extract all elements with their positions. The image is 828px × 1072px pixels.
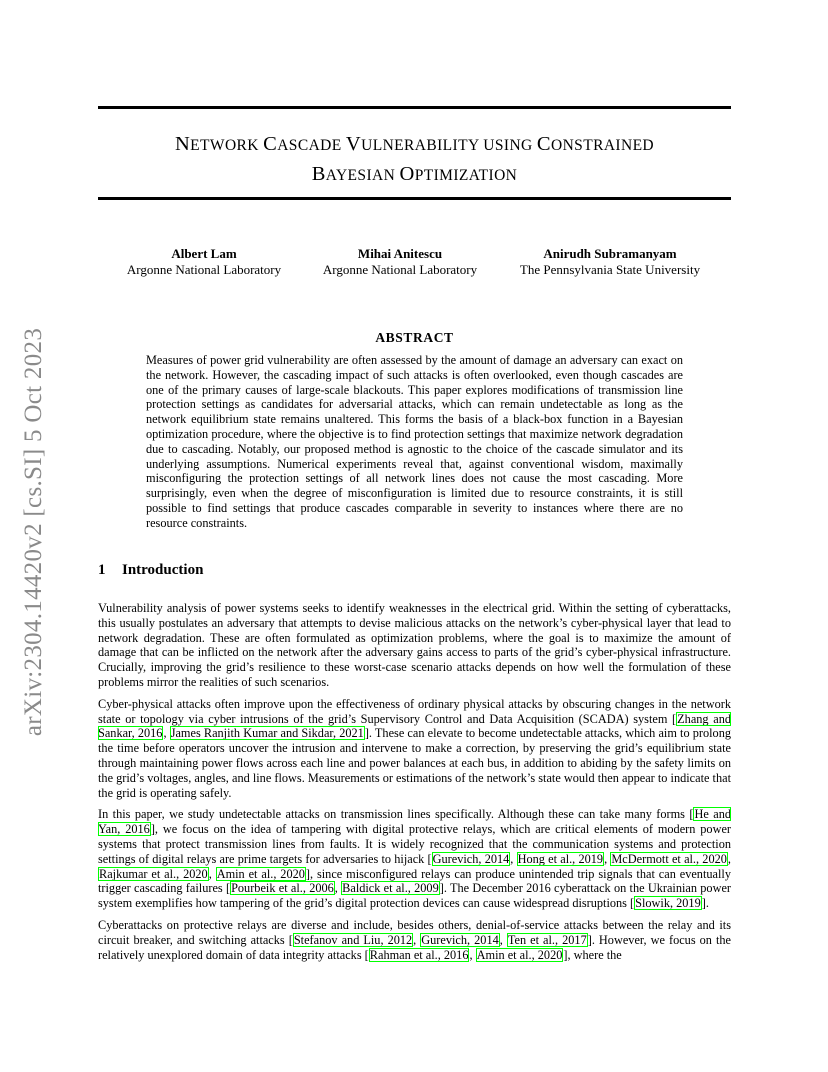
paragraph	[98, 807, 731, 911]
paper-title	[98, 130, 731, 190]
citation-link[interactable]: Gurevich, 2014	[421, 932, 499, 947]
author	[320, 246, 480, 278]
citation-link[interactable]: Slowik, 2019	[635, 896, 701, 911]
section-heading	[98, 562, 203, 579]
paragraph-text: ,	[604, 851, 611, 866]
paragraph-text: ].	[701, 896, 709, 911]
citation-link[interactable]: Baldick et al., 2009	[342, 881, 439, 896]
title-segment: O	[399, 163, 415, 185]
paragraph-text: ,	[208, 866, 216, 881]
paragraph-text: In this paper, we study undetectable attacks on transmission lines specifically. Although these can take many forms [	[98, 807, 694, 822]
title-line-2	[312, 163, 518, 185]
title-segment: AYESIAN	[325, 167, 400, 184]
citation-link[interactable]: Amin et al., 2020	[476, 947, 563, 962]
title-segment: V	[345, 133, 362, 155]
author-list	[98, 246, 731, 286]
introduction-body	[98, 601, 731, 969]
citation-link[interactable]: Hong et al., 2019	[517, 851, 604, 866]
title-segment: C	[536, 133, 551, 155]
title-segment: C	[263, 133, 278, 155]
citation-link[interactable]: McDermott et al., 2020	[611, 851, 727, 866]
author	[510, 246, 710, 278]
title-segment: PTIMIZATION	[414, 167, 518, 184]
author	[124, 246, 284, 278]
citation-link[interactable]: Rajkumar et al., 2020	[99, 866, 208, 881]
paragraph-text: ,	[334, 881, 342, 896]
paragraph-text: Cyber-physical attacks often improve upon the effectiveness of ordinary physical attacks by obscuring changes in the network state or topology via cyber intrusions of the grid’s Supervisory Control and Data Acquisition (SCADA) system [	[98, 696, 731, 726]
paragraph	[98, 697, 731, 801]
author-affiliation: Argonne National Laboratory	[126, 262, 282, 277]
title-bottom-rule	[98, 197, 731, 200]
author-affiliation: Argonne National Laboratory	[322, 262, 478, 277]
citation-link[interactable]: Ten et al., 2017	[507, 932, 587, 947]
title-segment: B	[311, 163, 326, 185]
author-name: Albert Lam	[171, 246, 237, 261]
paragraph-text: Vulnerability analysis of power systems seeks to identify weaknesses in the electrical grid. Within the setting of cyberattacks, this usually postulates an adversary that attempts to devise malicious attacks on the network’s cyber-physical layer that lead to network degradation. These are often formulated as optimization problems, where the goal is to maximize the amount of damage that can be inflicted on the network after the adversary gains access to parts of the grid’s cyber-physical infrastructure. Crucially, improving the grid’s resilience to these worst-case scenario attacks depends on how well the formulation of these problems mirror the realities of such scenarios.	[98, 601, 731, 689]
citation-link[interactable]: Stefanov and Liu, 2012	[293, 932, 413, 947]
author-name: Anirudh Subramanyam	[543, 246, 677, 261]
paragraph-text: ], since misconfigured relays can produce unintended trip signals that can eventually trigger cascading failures [	[98, 866, 731, 896]
arxiv-identifier-text: arXiv:2304.14420v2 [cs.SI] 5 Oct 2023	[20, 327, 47, 737]
paragraph-text: ,	[469, 947, 476, 962]
citation-link[interactable]: Gurevich, 2014	[432, 851, 510, 866]
citation-link[interactable]: Zhang and Sankar, 2016	[98, 711, 731, 741]
title-segment: ASCADE	[277, 137, 346, 154]
arxiv-identifier-stamp	[20, 308, 48, 756]
citation-link[interactable]: Amin et al., 2020	[216, 866, 305, 881]
title-line-1	[175, 133, 654, 155]
title-segment: N	[174, 133, 191, 155]
citation-link[interactable]: James Ranjith Kumar and Sikdar, 2021	[170, 726, 364, 741]
title-segment: ONSTRAINED	[551, 137, 655, 154]
section-number: 1	[98, 562, 106, 578]
paragraph-text: ,	[510, 851, 517, 866]
section-title: Introduction	[122, 562, 204, 578]
title-segment: ETWORK	[190, 137, 264, 154]
author-affiliation: The Pennsylvania State University	[519, 262, 701, 277]
title-segment: ULNERABILITY USING	[361, 137, 537, 154]
paragraph-text: ], we focus on the idea of tampering with digital protective relays, which are critical elements of modern power systems that protect transmission lines from faults. It is widely recognized that the communication systems and protection settings of digital relays are prime targets for adversaries to hijack [	[98, 822, 732, 866]
abstract-heading: ABSTRACT	[375, 330, 454, 345]
paragraph-text: ,	[499, 932, 507, 947]
abstract-text: Measures of power grid vulnerability are often assessed by the amount of damage an adversary can exact on the network. However, the cascading impact of such attacks is often overlooked, even though cascades are one of the primary causes of large-scale blackouts. This paper explores modifications of transmission line protection settings as candidates for adversarial attacks, which can remain undetectable as long as the network equilibrium state remains unaltered. This forms the basis of a black-box function in a Bayesian optimization procedure, where the objective is to find protection settings that maximize network degradation due to cascading. Notably, our proposed method is agnostic to the choice of the cascade simulator and its underlying assumptions. Numerical experiments reveal that, against conventional wisdom, maximally misconfiguring the protection settings of all network lines does not cause the most cascading. More surprisingly, even when the degree of misconfiguration is limited due to resource constraints, it is still possible to find settings that produce cascades comparable in severity to instances where there are no resource constraints.	[146, 353, 683, 530]
title-top-rule	[98, 106, 731, 109]
paragraph-text: ]. However, we focus on the relatively unexplored domain of data integrity attacks [	[98, 932, 732, 962]
paragraph-text: ,	[163, 726, 170, 741]
paragraph-text: ], where the	[563, 947, 622, 962]
paragraph-text: ]. The December 2016 cyberattack on the Ukrainian power system exemplifies how tampering of the grid’s digital protection devices can cause widespread disruptions [	[98, 881, 732, 911]
citation-link[interactable]: Rahman et al., 2016	[369, 947, 469, 962]
paragraph	[98, 601, 731, 690]
citation-link[interactable]: He and Yan, 2016	[98, 807, 731, 837]
citation-link[interactable]: Pourbeik et al., 2006	[231, 881, 334, 896]
paragraph-text: ,	[727, 851, 731, 866]
paragraph-text: ,	[413, 932, 421, 947]
paragraph	[98, 918, 731, 962]
author-name: Mihai Anitescu	[357, 246, 443, 261]
paragraph-text: Cyberattacks on protective relays are diverse and include, besides others, denial-of-service attacks between the relay and its circuit breaker, and switching attacks [	[98, 917, 731, 947]
paragraph-text: ]. These can elevate to become undetectable attacks, which aim to prolong the time before operators uncover the intrusion and intervene to make a correction, by preserving the grid’s equilibrium state through maintaining power flows across each line and power balances at each bus, in addition to abiding by the safety limits on the grid’s voltages, angles, and line flows. Measurements or estimations of the network’s state would then appear to indicate that the grid is operating safely.	[98, 726, 731, 800]
